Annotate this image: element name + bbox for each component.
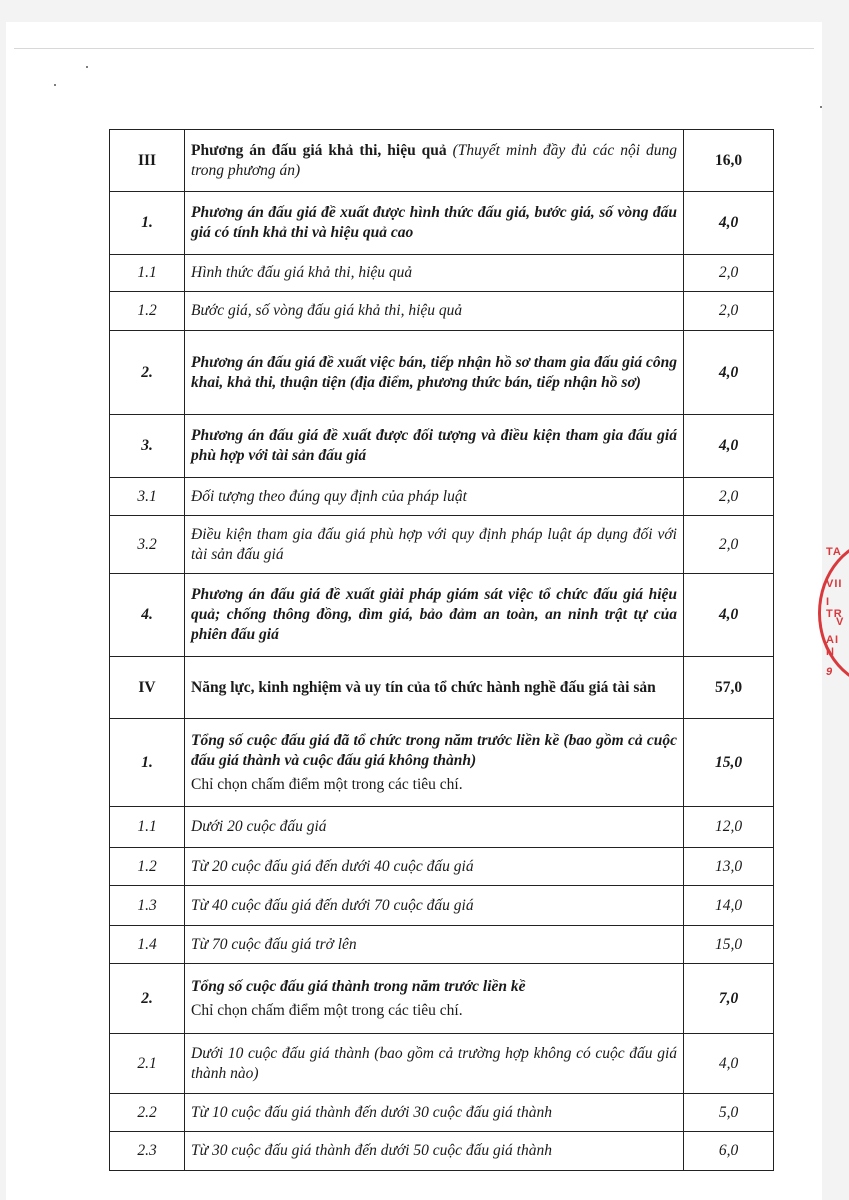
table-row (110, 807, 774, 848)
row-points: 12,0 (684, 807, 774, 848)
row-criterion: Tổng số cuộc đấu giá đã tổ chức trong năm trước liền kề (bao gồm cả cuộc đấu giá thành và cuộc đấu giá không thành) Chỉ chọn chấm điểm một trong các tiêu chí. (185, 719, 684, 807)
table-row (110, 130, 774, 192)
row-number: 1. (110, 192, 185, 255)
row-number: 4. (110, 574, 185, 657)
row-criterion: Phương án đấu giá đề xuất được đối tượng và điều kiện tham gia đấu giá phù hợp với tài sản đấu giá (185, 415, 684, 478)
row-points: 4,0 (684, 192, 774, 255)
row-points: 57,0 (684, 657, 774, 719)
row-points: 4,0 (684, 331, 774, 415)
scan-speck (86, 66, 88, 68)
row-number: 1.4 (110, 926, 185, 964)
row-points: 2,0 (684, 516, 774, 574)
table-row (110, 886, 774, 926)
row-criterion: Dưới 10 cuộc đấu giá thành (bao gồm cả trường hợp không có cuộc đấu giá thành nào) (185, 1034, 684, 1094)
row-number: 1.3 (110, 886, 185, 926)
row-criterion: Phương án đấu giá đề xuất được hình thức đấu giá, bước giá, số vòng đấu giá có tính khả thi và hiệu quả cao (185, 192, 684, 255)
row-points: 4,0 (684, 415, 774, 478)
table-row (110, 719, 774, 807)
row-number: 1.2 (110, 848, 185, 886)
row-criterion: Từ 10 cuộc đấu giá thành đến dưới 30 cuộc đấu giá thành (185, 1094, 684, 1132)
row-criterion: Phương án đấu giá khả thi, hiệu quả (Thuyết minh đầy đủ các nội dung trong phương án) (185, 130, 684, 192)
row-number: 2. (110, 964, 185, 1034)
row-number: 3.2 (110, 516, 185, 574)
table-row (110, 516, 774, 574)
red-seal-stamp: TA VII I TR V AI N 9 (818, 538, 849, 688)
row-criterion: Từ 70 cuộc đấu giá trở lên (185, 926, 684, 964)
row-points: 2,0 (684, 255, 774, 292)
table-row (110, 192, 774, 255)
row-points: 16,0 (684, 130, 774, 192)
row-criterion: Đối tượng theo đúng quy định của pháp luật (185, 478, 684, 516)
row-points: 15,0 (684, 719, 774, 807)
row-points: 4,0 (684, 1034, 774, 1094)
row-points: 14,0 (684, 886, 774, 926)
row-points: 5,0 (684, 1094, 774, 1132)
table-row (110, 848, 774, 886)
row-points: 7,0 (684, 964, 774, 1034)
table-row (110, 1132, 774, 1171)
row-number: 2.2 (110, 1094, 185, 1132)
table-row (110, 964, 774, 1034)
row-points: 2,0 (684, 292, 774, 331)
table-row (110, 415, 774, 478)
row-number: 1.1 (110, 255, 185, 292)
row-points: 13,0 (684, 848, 774, 886)
row-criterion: Dưới 20 cuộc đấu giá (185, 807, 684, 848)
table-row (110, 926, 774, 964)
row-number: 2.3 (110, 1132, 185, 1171)
row-number: 1.1 (110, 807, 185, 848)
row-criterion: Phương án đấu giá đề xuất giải pháp giám sát việc tổ chức đấu giá hiệu quả; chống thông đồng, dìm giá, bảo đảm an toàn, an ninh trật tự của phiên đấu giá (185, 574, 684, 657)
row-criterion: Hình thức đấu giá khả thi, hiệu quả (185, 255, 684, 292)
row-number: 1.2 (110, 292, 185, 331)
table-row (110, 657, 774, 719)
row-number: 2.1 (110, 1034, 185, 1094)
row-criterion: Tổng số cuộc đấu giá thành trong năm trước liền kề Chỉ chọn chấm điểm một trong các tiêu chí. (185, 964, 684, 1034)
row-number: 1. (110, 719, 185, 807)
row-criterion: Năng lực, kinh nghiệm và uy tín của tổ chức hành nghề đấu giá tài sản (185, 657, 684, 719)
table-row (110, 478, 774, 516)
row-number: IV (110, 657, 185, 719)
row-points: 15,0 (684, 926, 774, 964)
row-criterion: Điều kiện tham gia đấu giá phù hợp với quy định pháp luật áp dụng đối với tài sản đấu giá (185, 516, 684, 574)
row-criterion: Từ 20 cuộc đấu giá đến dưới 40 cuộc đấu giá (185, 848, 684, 886)
row-criterion: Từ 40 cuộc đấu giá đến dưới 70 cuộc đấu giá (185, 886, 684, 926)
table-row (110, 574, 774, 657)
scan-artifact-line (14, 48, 814, 49)
table-row (110, 331, 774, 415)
table-row (110, 1094, 774, 1132)
row-criterion: Phương án đấu giá đề xuất việc bán, tiếp nhận hồ sơ tham gia đấu giá công khai, khả thi, thuận tiện (địa điểm, phương thức bán, tiếp nhận hồ sơ) (185, 331, 684, 415)
table-row (110, 255, 774, 292)
table-row (110, 292, 774, 331)
row-points: 2,0 (684, 478, 774, 516)
row-points: 6,0 (684, 1132, 774, 1171)
row-points: 4,0 (684, 574, 774, 657)
scan-speck (54, 84, 56, 86)
row-criterion: Bước giá, số vòng đấu giá khả thi, hiệu quả (185, 292, 684, 331)
row-number: 3.1 (110, 478, 185, 516)
scoring-criteria-table (109, 129, 774, 1171)
table-row (110, 1034, 774, 1094)
row-number: 3. (110, 415, 185, 478)
row-number: III (110, 130, 185, 192)
scan-speck (820, 106, 822, 108)
row-criterion: Từ 30 cuộc đấu giá thành đến dưới 50 cuộc đấu giá thành (185, 1132, 684, 1171)
row-number: 2. (110, 331, 185, 415)
